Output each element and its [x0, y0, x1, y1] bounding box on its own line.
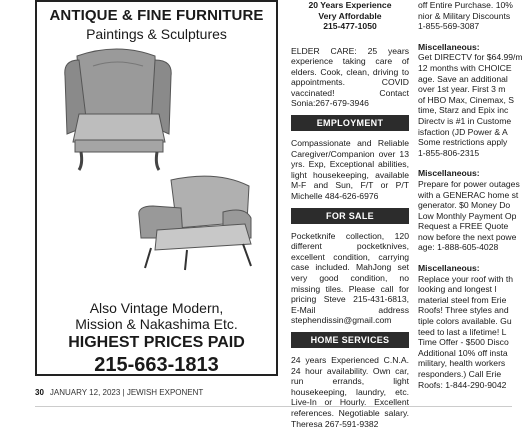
wingback-chair-illustration: [57, 46, 182, 174]
misc-line: responders.) Call Erie: [418, 369, 502, 379]
top-line-phone: 215-477-1050: [323, 21, 377, 31]
top-line-1: off Entire Purchase. 10%: [418, 0, 513, 10]
ad-title: ANTIQUE & FINE FURNITURE: [49, 7, 264, 24]
misc-line: now before the next powe: [418, 231, 517, 242]
page-number: 30: [35, 388, 44, 397]
misc-line: of HBO Max, Cinemax, S: [418, 94, 514, 105]
footer-rule: [35, 406, 512, 407]
misc-line: time, Starz and Epix inc: [418, 105, 509, 116]
ad-highlight: HIGHEST PRICES PAID: [68, 334, 245, 351]
misc-line: Prepare for power outages: [418, 178, 520, 189]
classifieds-column-right: [418, 0, 523, 390]
top-line-experience: 20 Years Experience: [308, 0, 392, 10]
misc-line: Get DIRECTV for $64.99/m: [418, 52, 523, 63]
misc-heading-roofing: Miscellaneous:: [418, 263, 480, 274]
misc-line: Additional 10% off insta: [418, 347, 508, 358]
ad-subtitle: Paintings & Sculptures: [86, 26, 227, 42]
ad-phone: 215-663-1813: [94, 354, 219, 376]
misc-line: with a GENERAC home st: [418, 189, 519, 200]
top-line-2: nior & Military Discounts: [418, 10, 511, 21]
misc-line: 12 months with CHOICE: [418, 62, 512, 73]
furniture-ad: [35, 0, 278, 376]
misc-line: age: 1-888-605-4028: [418, 242, 499, 253]
misc-line: military, health workers: [418, 358, 506, 369]
misc-line: over 1st year. First 3 m: [418, 84, 506, 95]
for-sale-heading: FOR SALE: [291, 208, 409, 224]
misc-line: Some restrictions apply: [418, 137, 508, 148]
top-line-3: 1-855-569-3087: [418, 21, 480, 32]
classifieds-column-middle: [291, 0, 409, 435]
misc-line: Replace your roof with th: [418, 273, 514, 284]
misc-line: looking and longest l: [418, 284, 497, 295]
misc-line: isfaction (JD Power & A: [418, 126, 508, 137]
misc-heading-directv: Miscellaneous:: [418, 41, 480, 52]
misc-line: Directv is #1 in Custome: [418, 115, 512, 126]
employment-heading: EMPLOYMENT: [291, 115, 409, 131]
modern-lounge-chair-illustration: [127, 172, 267, 272]
misc-line: 1-855-806-2315: [418, 147, 480, 158]
misc-line: Roofs! Three styles and: [418, 305, 509, 316]
misc-line: Time Offer - $500 Disco: [418, 337, 509, 348]
misc-line: Low Monthly Payment Op: [418, 210, 517, 221]
elder-care-ad: ELDER CARE: 25 years experience taking care of elders. Cook, clean, driving to appointments. COVID vaccinated! Contact Sonia:267-679-3946: [291, 45, 409, 109]
employment-ad: Compassionate and Reliable Caregiver/Companion over 13 yrs. Exp, Exceptional abilities, light housekeeping, available M-F and Sun, F/T or P/T Michelle 484-626-6976: [291, 138, 409, 202]
page-footer: [35, 388, 203, 397]
misc-line: Request a FREE Quote: [418, 221, 509, 232]
misc-line: age. Save an additional: [418, 73, 508, 84]
ad-line-mission: Mission & Nakashima Etc.: [75, 316, 238, 332]
home-services-ad: 24 years Experienced C.N.A. 24 hour availability. Own car, run errands, light housekeeping, laundry, etc. Live-In or Hourly. Excellent references. Negotiable salary. Theresa 267-591-9382: [291, 354, 409, 429]
misc-heading-generac: Miscellaneous:: [418, 168, 480, 179]
misc-line: Roofs: 1-844-290-9042: [418, 379, 507, 390]
for-sale-ad: Pocketknife collection, 120 different pocketknives, excellent condition, carrying case included. MahJong set very good condition, no missing tiles. Please call for pricing Steve 215-431-6813, E-Mail address stephendissin@gmail.com: [291, 230, 409, 326]
misc-line: teed to last a lifetime! L: [418, 326, 507, 337]
home-services-heading: HOME SERVICES: [291, 332, 409, 348]
misc-line: tiple colors available. Gu: [418, 316, 512, 327]
ad-line-vintage: Also Vintage Modern,: [89, 300, 224, 316]
misc-line: generator. $0 Money Do: [418, 200, 511, 211]
footer-text: JANUARY 12, 2023 | JEWISH EXPONENT: [49, 388, 204, 397]
misc-line: material steel from Erie: [418, 294, 507, 305]
top-line-affordable: Very Affordable: [318, 10, 382, 21]
